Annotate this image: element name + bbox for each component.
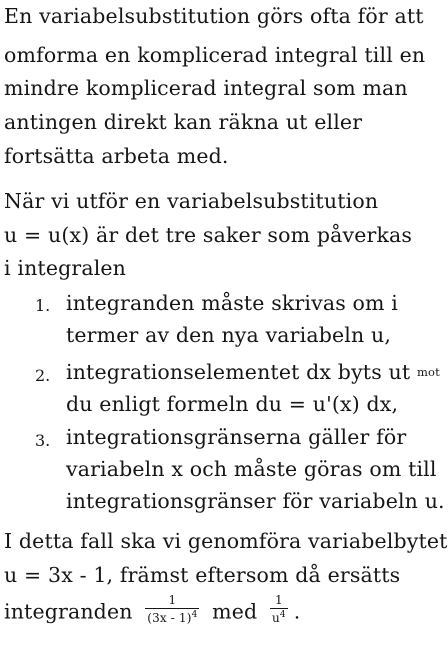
fraction-1-exponent: 4: [191, 609, 198, 620]
fraction-1-numerator: 1: [168, 593, 177, 607]
list-item-2-small-word: mot: [416, 365, 440, 379]
list-item-2-line-1: [66, 362, 440, 383]
fraction-2-exponent: 4: [279, 609, 286, 620]
list-item-3-line-3: integrationsgränser för variabeln u.: [66, 489, 445, 513]
paragraph2-line-2: u = u(x) är det tre saker som påverkas: [4, 223, 413, 247]
list-item-1-line-1: integranden måste skrivas om i: [66, 291, 399, 315]
paragraph3-line-1: I detta fall ska vi genomföra variabelbytet: [4, 529, 448, 553]
paragraph1-line-5: fortsätta arbeta med.: [4, 144, 229, 168]
fraction-2-denominator: [270, 608, 288, 625]
list-item-2-number: 2.: [35, 366, 51, 385]
list-item-2-line-2: du enligt formeln du = u'(x) dx,: [66, 392, 399, 416]
paragraph1-line-1: En variabelsubstitution görs ofta för att: [4, 4, 424, 28]
list-item-2-line-1-text: integrationselementet dx byts ut: [66, 360, 411, 384]
paragraph2-line-1: När vi utför en variabelsubstitution: [4, 189, 379, 213]
paragraph1-line-3: mindre komplicerad integral som man: [4, 76, 408, 100]
paragraph3-integranden: integranden: [4, 599, 133, 624]
list-item-3-line-2: variabeln x och måste göras om till: [66, 457, 437, 481]
list-item-3-line-1: integrationsgränserna gäller för: [66, 425, 407, 449]
paragraph1-line-2: omforma en komplicerad integral till en: [4, 43, 426, 67]
paragraph2-line-3: i integralen: [4, 256, 127, 280]
list-item-3-number: 3.: [35, 431, 51, 450]
fraction-1-denominator: [145, 608, 199, 625]
fraction-1-denominator-base: (3x - 1): [147, 610, 192, 625]
list-item-1-number: 1.: [35, 296, 51, 315]
fraction-one-over-3x-minus-1-pow-4: [145, 594, 199, 624]
fraction-2-numerator: 1: [274, 593, 283, 607]
paragraph1-line-4: antingen direkt kan räkna ut eller: [4, 110, 363, 134]
paragraph3-line-2: u = 3x - 1, främst eftersom då ersätts: [4, 563, 401, 587]
fraction-one-over-u-pow-4: [270, 594, 288, 624]
paragraph3-line-3: [4, 593, 301, 628]
paragraph3-med: med: [212, 599, 258, 624]
paragraph3-period: .: [293, 599, 301, 624]
fraction-2-denominator-base: u: [271, 610, 280, 625]
list-item-1-line-2: termer av den nya variabeln u,: [66, 323, 392, 347]
